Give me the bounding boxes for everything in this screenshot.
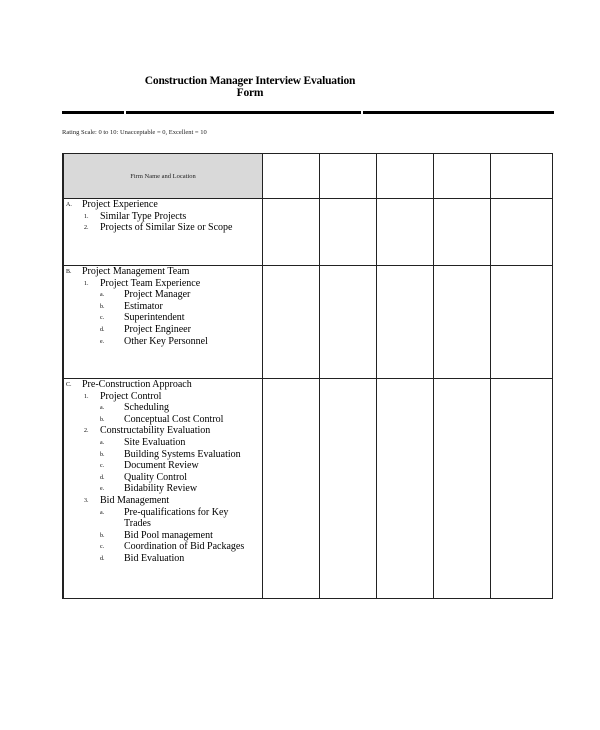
subitem-label: Coordination of Bid Packages — [124, 541, 245, 553]
subitem-marker: b. — [100, 303, 105, 310]
section-marker: C. — [66, 382, 72, 388]
subitem-label: Estimator — [124, 300, 163, 312]
section-marker: A. — [66, 202, 72, 208]
section-label: Pre-Construction Approach — [82, 379, 192, 390]
subitem-marker: e. — [100, 486, 105, 493]
signature-line-3 — [363, 111, 554, 114]
item-label: Project Control — [100, 390, 162, 402]
table-row-section-a — [63, 199, 553, 266]
section-marker: B. — [66, 269, 72, 275]
firm-column-1[interactable] — [263, 154, 320, 199]
score-cell[interactable] — [434, 199, 491, 266]
firm-column-3[interactable] — [377, 154, 434, 199]
subitem-marker: b. — [100, 532, 105, 539]
item-label: Constructability Evaluation — [100, 425, 211, 437]
item-marker: 2. — [84, 428, 89, 435]
subitem-label: Project Engineer — [124, 323, 191, 335]
item-label: Bid Management — [100, 494, 170, 506]
subitem-label: Pre-qualifications for Key Trades — [124, 506, 229, 530]
subitem-label: Quality Control — [124, 471, 188, 483]
score-cell[interactable] — [320, 266, 377, 379]
form-title-line2: Form — [236, 87, 264, 99]
score-cell[interactable] — [377, 379, 434, 599]
score-cell[interactable] — [320, 379, 377, 599]
subitem-label: Building Systems Evaluation — [124, 448, 241, 460]
subitem-label: Bid Pool management — [124, 529, 213, 541]
subitem-marker: d. — [100, 555, 105, 562]
evaluation-table — [62, 153, 553, 599]
subitem-label: Bid Evaluation — [124, 552, 185, 564]
item-marker: 1. — [84, 213, 89, 220]
subitem-marker: c. — [100, 544, 105, 551]
subitem-label: Other Key Personnel — [124, 335, 208, 347]
score-cell[interactable] — [320, 199, 377, 266]
subitem-label: Bidability Review — [124, 483, 198, 495]
score-cell[interactable] — [491, 266, 553, 379]
score-cell[interactable] — [377, 199, 434, 266]
criteria-cell-b — [63, 266, 263, 379]
score-cell[interactable] — [434, 266, 491, 379]
subitem-marker: e. — [100, 338, 105, 345]
firm-name-header: Firm Name and Location — [63, 154, 263, 199]
form-title — [120, 75, 380, 99]
rating-scale-note: Rating Scale: 0 to 10: Unacceptable = 0, Excellent = 10 — [62, 129, 207, 136]
subitem-marker: d. — [100, 474, 105, 481]
score-cell[interactable] — [377, 266, 434, 379]
item-marker: 3. — [84, 497, 89, 504]
score-cell[interactable] — [263, 379, 320, 599]
subitem-marker: c. — [100, 315, 105, 322]
subitem-label: Superintendent — [124, 312, 185, 324]
score-cell[interactable] — [491, 379, 553, 599]
firm-column-2[interactable] — [320, 154, 377, 199]
score-cell[interactable] — [434, 379, 491, 599]
subitem-marker: c. — [100, 463, 105, 470]
criteria-cell-c — [63, 379, 263, 599]
item-label: Projects of Similar Size or Scope — [100, 222, 233, 234]
section-label: Project Management Team — [82, 266, 190, 277]
criteria-cell-a — [63, 199, 263, 266]
item-label: Similar Type Projects — [100, 210, 187, 222]
item-marker: 2. — [84, 225, 89, 232]
form-title-line1: Construction Manager Interview Evaluation — [144, 75, 356, 87]
subitem-label: Document Review — [124, 460, 199, 472]
item-marker: 1. — [84, 393, 89, 400]
score-cell[interactable] — [263, 266, 320, 379]
firm-column-5[interactable] — [491, 154, 553, 199]
subitem-label: Conceptual Cost Control — [124, 413, 224, 425]
signature-line-2 — [126, 111, 361, 114]
subitem-marker: a. — [100, 509, 105, 516]
table-row-section-c — [63, 379, 553, 599]
item-label: Project Team Experience — [100, 277, 201, 289]
table-header-row — [63, 154, 553, 199]
subitem-marker: a. — [100, 405, 105, 412]
subitem-marker: d. — [100, 326, 105, 333]
subitem-label: Scheduling — [124, 402, 169, 414]
item-marker: 1. — [84, 280, 89, 287]
subitem-marker: b. — [100, 416, 105, 423]
subitem-marker: a. — [100, 292, 105, 299]
signature-line-1 — [62, 111, 124, 114]
subitem-label: Project Manager — [124, 289, 191, 301]
section-label: Project Experience — [82, 199, 158, 210]
subitem-label: Site Evaluation — [124, 436, 186, 448]
subitem-marker: a. — [100, 439, 105, 446]
score-cell[interactable] — [263, 199, 320, 266]
subitem-marker: b. — [100, 451, 105, 458]
firm-column-4[interactable] — [434, 154, 491, 199]
score-cell[interactable] — [491, 199, 553, 266]
table-row-section-b — [63, 266, 553, 379]
